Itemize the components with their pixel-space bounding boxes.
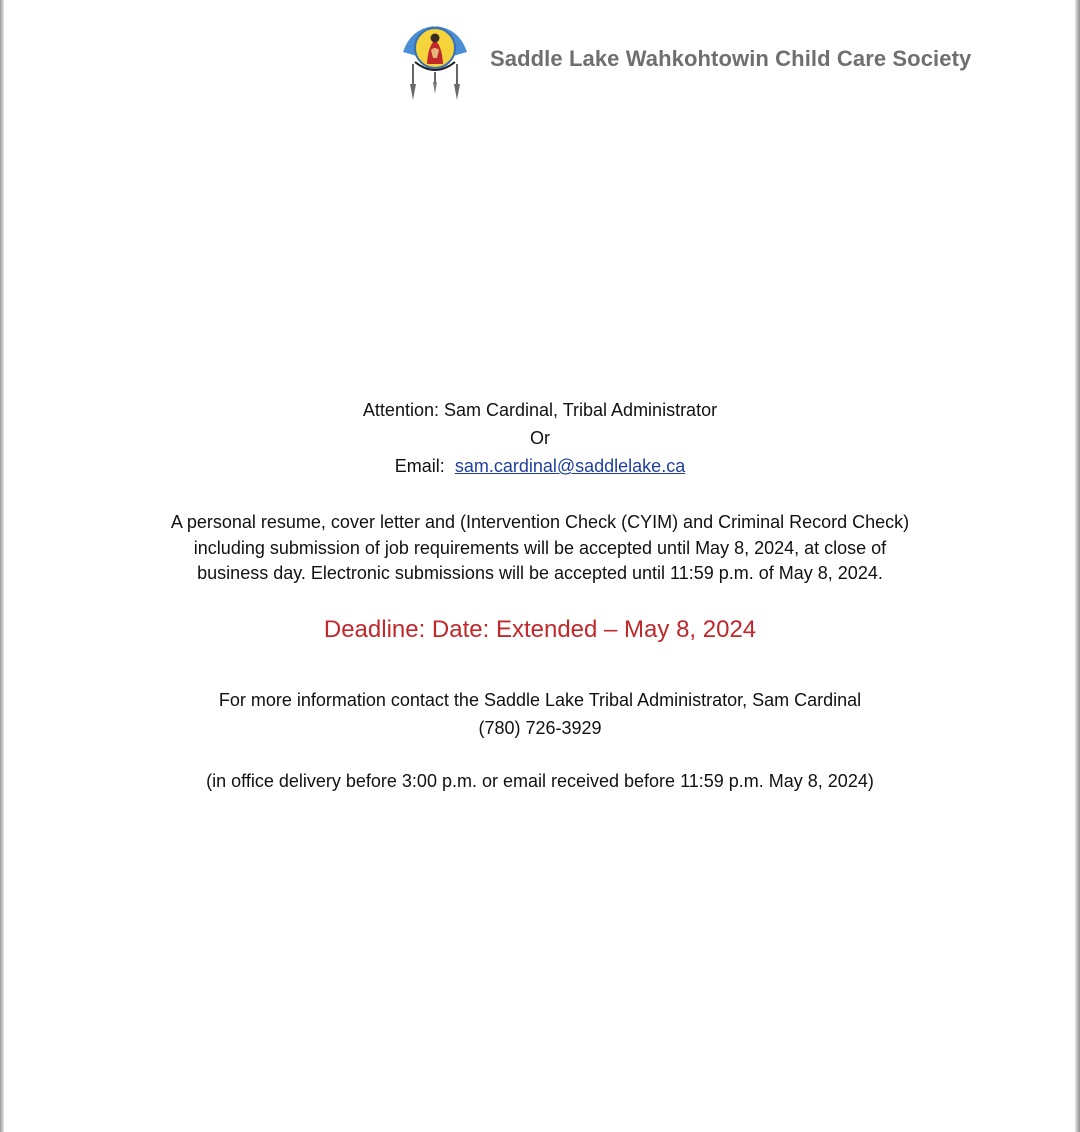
email-label: Email: [394,456,455,476]
delivery-note: (in office delivery before 3:00 p.m. or email received before 11:59 p.m. May 8, 2024) [206,771,874,791]
or-line: Or [530,428,550,448]
paragraph-line: including submission of job requirements will be accepted until May 8, 2024, at close of [193,537,887,558]
society-logo [393,22,477,102]
paragraph-line: business day. Electronic submissions will be accepted until 11:59 p.m. of May 8, 2024. [197,563,883,583]
org-name: Saddle Lake Wahkohtowin Child Care Society [490,46,972,71]
attention-line: Attention: Sam Cardinal, Tribal Administrator [362,400,718,420]
phone-number: (780) 726-3929 [478,718,602,738]
more-info-line: For more information contact the Saddle Lake Tribal Administrator, Sam Cardinal [218,690,862,710]
email-line [0,452,1080,480]
deadline-heading: Deadline: Date: Extended – May 8, 2024 [323,616,757,643]
more-info-block [0,686,1080,742]
paragraph-line: A personal resume, cover letter and (Intervention Check (CYIM) and Criminal Record Check) [170,512,910,532]
submission-paragraph [0,510,1080,587]
contact-block [0,396,1080,480]
email-link[interactable]: sam.cardinal@saddlelake.ca [454,456,686,476]
